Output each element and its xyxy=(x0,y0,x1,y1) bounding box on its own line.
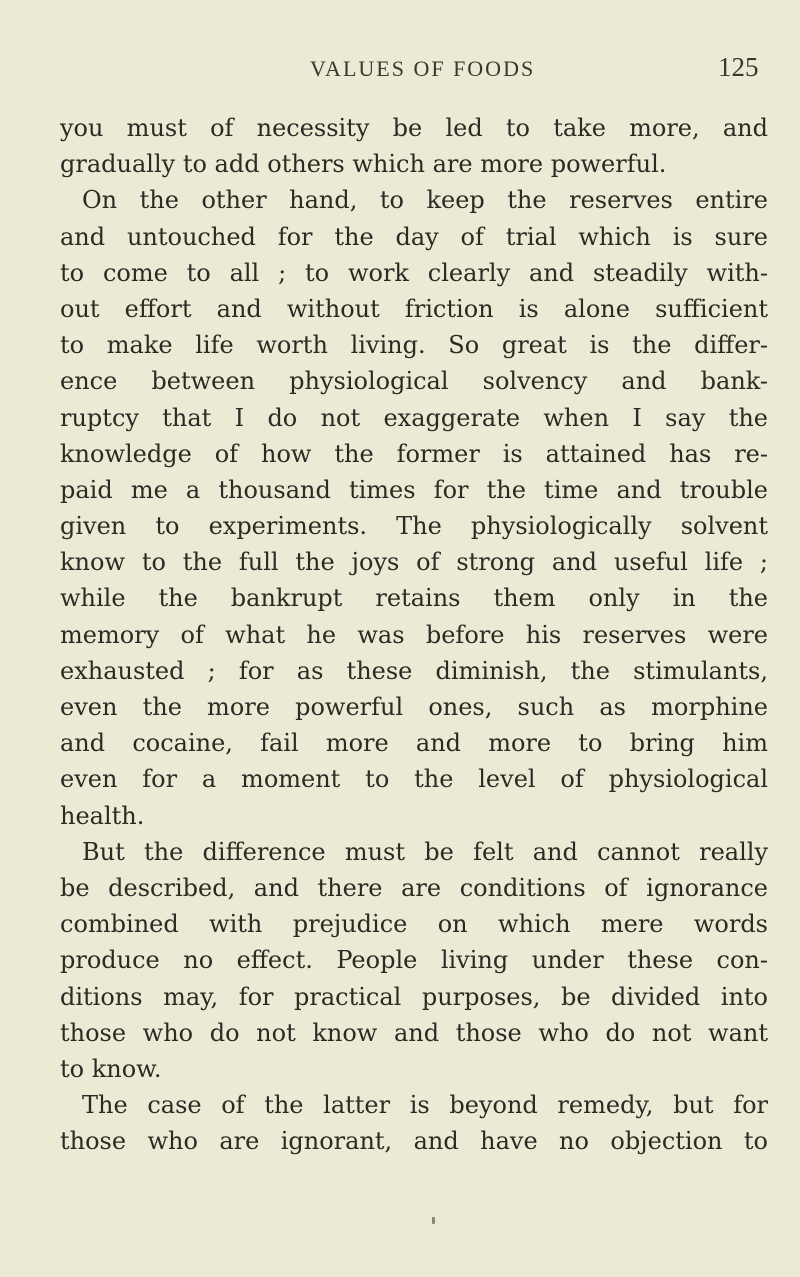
text-line: ditions may, for practical purposes, be divided into xyxy=(60,982,768,1011)
text-line: be described, and there are conditions of ignorance xyxy=(60,873,768,902)
text-line: even the more powerful ones, such as morphine xyxy=(60,693,768,721)
text-line: know to the full the joys of strong and useful life ; xyxy=(60,548,768,577)
text-line: those who are ignorant, and have no objection to xyxy=(60,1127,768,1156)
text-line: to come to all ; to work clearly and steadily with- xyxy=(60,258,768,287)
text-line: while the bankrupt retains them only in the xyxy=(60,584,768,613)
text-line: ruptcy that I do not exaggerate when I say the xyxy=(60,403,768,432)
text-line: even for a moment to the level of physiological xyxy=(60,765,768,794)
text-line: out effort and without friction is alone sufficient xyxy=(60,294,768,323)
text-line: and untouched for the day of trial which is sure xyxy=(60,222,768,251)
text-line: knowledge of how the former is attained has re- xyxy=(60,439,768,468)
running-title: VALUES OF FOODS xyxy=(310,56,536,81)
text-line: given to experiments. The physiologically solvent xyxy=(60,512,768,541)
text-line: ence between physiological solvency and bank- xyxy=(60,367,768,396)
text-line: memory of what he was before his reserves were xyxy=(60,620,768,649)
running-head xyxy=(0,52,800,92)
text-line: you must of necessity be led to take more, and xyxy=(60,114,768,142)
printing-mark xyxy=(432,1217,435,1224)
text-line: to make life worth living. So great is the differ- xyxy=(60,331,768,360)
text-line: health. xyxy=(60,801,145,830)
text-line: and cocaine, fail more and more to bring him xyxy=(60,729,768,758)
text-line: gradually to add others which are more powerful. xyxy=(60,150,667,179)
text-line: paid me a thousand times for the time and trouble xyxy=(60,475,768,504)
text-line: But the difference must be felt and cannot really xyxy=(82,837,768,866)
text-line: On the other hand, to keep the reserves entire xyxy=(82,186,768,215)
text-line: those who do not know and those who do not want xyxy=(60,1018,768,1047)
body-text xyxy=(60,110,768,1159)
text-line: combined with prejudice on which mere words xyxy=(60,910,768,939)
text-line: exhausted ; for as these diminish, the stimulants, xyxy=(60,656,768,685)
text-line: The case of the latter is beyond remedy, but for xyxy=(82,1091,768,1120)
text-line: to know. xyxy=(60,1054,162,1083)
text-line: produce no effect. People living under these con- xyxy=(60,946,768,975)
page-number: 125 xyxy=(718,52,759,82)
